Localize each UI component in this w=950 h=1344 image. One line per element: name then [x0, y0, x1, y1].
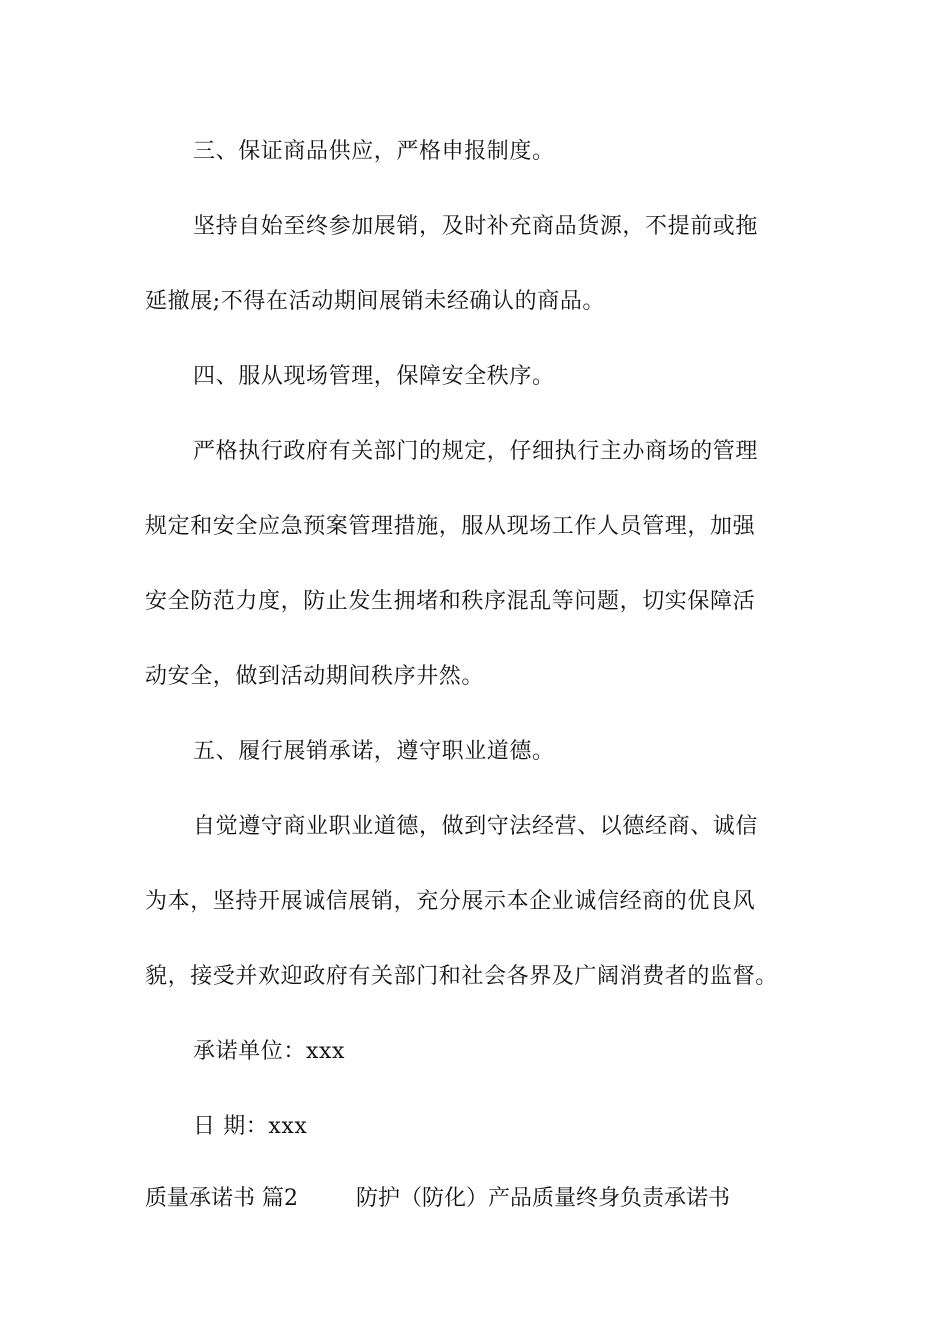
- next-document-title: 防护（防化）产品质量终身负责承诺书: [356, 1186, 731, 1211]
- paragraph-line: 安全防范力度，防止发生拥堵和秩序混乱等问题，切实保障活: [145, 589, 756, 614]
- signature-unit: 承诺单位：xxx: [193, 1039, 346, 1064]
- section-label: 质量承诺书 篇2: [145, 1186, 298, 1211]
- section-heading-3: 三、保证商品供应，严格申报制度。: [193, 139, 555, 164]
- paragraph-line: 自觉遵守商业职业道德，做到守法经营、以德经商、诚信: [193, 814, 759, 839]
- section-heading-5: 五、履行展销承诺，遵守职业道德。: [193, 739, 555, 764]
- paragraph-line: 为本，坚持开展诚信展销，充分展示本企业诚信经商的优良风: [145, 889, 756, 914]
- paragraph-line: 坚持自始至终参加展销，及时补充商品货源，不提前或拖: [193, 214, 759, 239]
- signature-date: 日 期：xxx: [193, 1114, 308, 1139]
- footer-line: [145, 1184, 730, 1214]
- section-heading-4: 四、服从现场管理，保障安全秩序。: [193, 364, 555, 389]
- paragraph-line: 严格执行政府有关部门的规定，仔细执行主办商场的管理: [193, 439, 759, 464]
- paragraph-line: 动安全，做到活动期间秩序井然。: [145, 664, 485, 689]
- paragraph-line: 延撤展;不得在活动期间展销未经确认的商品。: [145, 289, 606, 314]
- paragraph-line: 规定和安全应急预案管理措施，服从现场工作人员管理，加强: [145, 514, 756, 539]
- paragraph-line: 貌，接受并欢迎政府有关部门和社会各界及广阔消费者的监督。: [145, 964, 778, 989]
